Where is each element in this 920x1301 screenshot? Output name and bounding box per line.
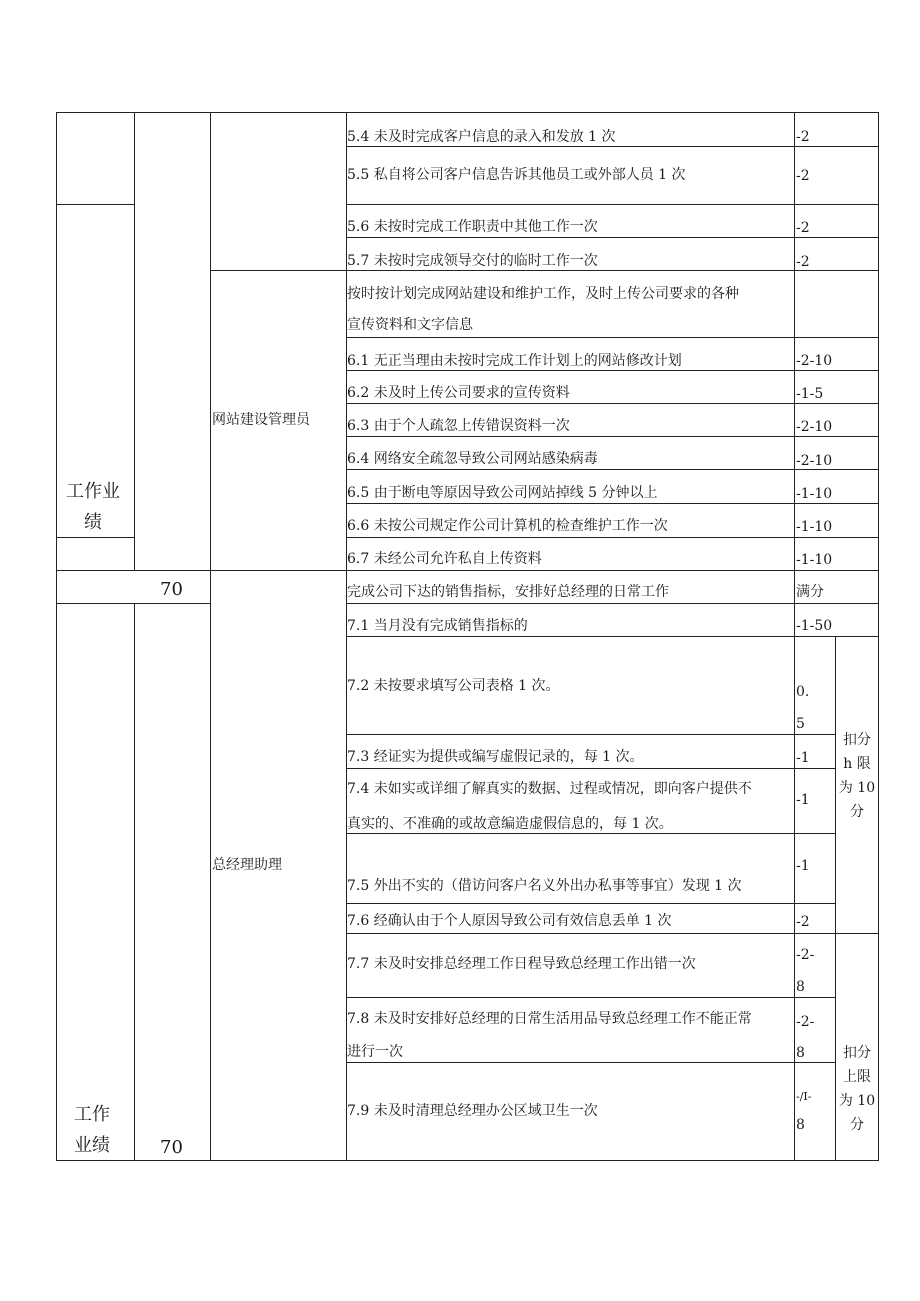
row-score: -2- bbox=[796, 1014, 815, 1030]
role-website-admin: 网站建设管理员 bbox=[212, 412, 310, 428]
rule bbox=[346, 833, 836, 834]
rule bbox=[346, 603, 879, 604]
row-item: 7.1 当月没有完成销售指标的 bbox=[347, 618, 528, 634]
deduction-cap-note-2 bbox=[836, 1041, 878, 1137]
rule bbox=[346, 903, 836, 904]
row-item: 5.7 未按时完成领导交付的临时工作一次 bbox=[347, 253, 598, 269]
rule bbox=[134, 112, 135, 571]
deduction-cap-note-1 bbox=[836, 728, 878, 824]
rule bbox=[794, 112, 795, 1161]
rule bbox=[346, 370, 879, 371]
rule bbox=[346, 469, 879, 470]
rule bbox=[210, 112, 211, 1161]
row-item: 7.7 未及时安排总经理工作日程导致总经理工作出错一次 bbox=[347, 956, 696, 972]
rule bbox=[56, 570, 879, 571]
row-item: 6.2 未及时上传公司要求的宣传资料 bbox=[347, 385, 570, 401]
row-item-continued: 宣传资料和文字信息 bbox=[347, 317, 473, 333]
rule bbox=[346, 436, 879, 437]
row-score: -2- bbox=[796, 947, 815, 963]
rule bbox=[346, 237, 879, 238]
row-score: -2 bbox=[796, 129, 810, 145]
row-item: 7.3 经证实为提供或编写虚假记录的，每 1 次。 bbox=[347, 749, 644, 765]
rule bbox=[346, 636, 879, 637]
rule bbox=[346, 112, 347, 1161]
cap-note-line: 为 10 bbox=[838, 1093, 876, 1109]
row-score: -2-10 bbox=[796, 419, 833, 435]
row-item: 7.9 未及时清理总经理办公区域卫生一次 bbox=[347, 1103, 598, 1119]
row-item: 6.7 未经公司允许私自上传资料 bbox=[347, 551, 542, 567]
cap-note-line: h 限 bbox=[843, 756, 871, 772]
row-item: 6.6 未按公司规定作公司计算机的检查维护工作一次 bbox=[347, 518, 668, 534]
row-score: -1-10 bbox=[796, 486, 833, 502]
row-score: -1 bbox=[796, 750, 810, 766]
score-weight-top: 70 bbox=[160, 579, 183, 600]
row-score: -1-10 bbox=[796, 552, 833, 568]
rule bbox=[56, 112, 879, 113]
row-item: 7.2 未按要求填写公司表格 1 次。 bbox=[347, 678, 560, 694]
rule bbox=[346, 146, 879, 147]
row-item: 5.4 未及时完成客户信息的录入和发放 1 次 bbox=[347, 129, 616, 145]
rule bbox=[346, 337, 879, 338]
rule bbox=[56, 204, 134, 205]
row-item: 按时按计划完成网站建设和维护工作，及时上传公司要求的各种 bbox=[347, 286, 739, 302]
row-item: 7.6 经确认由于个人原因导致公司有效信息丢单 1 次 bbox=[347, 913, 672, 929]
cap-note-line: 上限 bbox=[843, 1069, 871, 1085]
row-item: 5.5 私自将公司客户信息告诉其他员工或外部人员 1 次 bbox=[347, 167, 686, 183]
row-score-continued: 5 bbox=[796, 716, 805, 732]
role-gm-assistant: 总经理助理 bbox=[212, 857, 282, 873]
row-score-continued: 8 bbox=[796, 1117, 805, 1133]
row-score: -/I- bbox=[796, 1090, 812, 1103]
row-score: 满分 bbox=[796, 584, 824, 600]
category-label-top-line2: 绩 bbox=[84, 512, 102, 533]
rule bbox=[346, 997, 836, 998]
row-score: -2 bbox=[796, 254, 810, 270]
row-score: -1-10 bbox=[796, 519, 833, 535]
rule bbox=[346, 734, 836, 735]
rule bbox=[346, 503, 879, 504]
row-score: -2 bbox=[796, 220, 810, 236]
rule bbox=[878, 112, 879, 1161]
row-item: 6.5 由于断电等原因导致公司网站掉线 5 分钟以上 bbox=[347, 485, 658, 501]
row-item: 6.3 由于个人疏忽上传错误资料一次 bbox=[347, 418, 570, 434]
row-item: 5.6 未按时完成工作职责中其他工作一次 bbox=[347, 219, 598, 235]
row-score: -2 bbox=[796, 168, 810, 184]
row-score: -1-50 bbox=[796, 618, 833, 634]
row-item-continued: 真实的、不准确的或故意编造虚假信息的，每 1 次。 bbox=[347, 816, 673, 832]
row-item: 6.4 网络安全疏忽导致公司网站感染病毒 bbox=[347, 451, 598, 467]
row-item: 完成公司下达的销售指标，安排好总经理的日常工作 bbox=[347, 584, 669, 600]
row-score: -2-10 bbox=[796, 353, 833, 369]
cap-note-line: 分 bbox=[850, 804, 864, 820]
row-score: -1 bbox=[796, 792, 810, 808]
score-weight-bottom: 70 bbox=[160, 1137, 183, 1158]
rule bbox=[346, 933, 879, 934]
row-item: 6.1 无正当理由未按时完成工作计划上的网站修改计划 bbox=[347, 353, 682, 369]
rule bbox=[210, 270, 879, 271]
rule bbox=[346, 403, 879, 404]
cap-note-line: 为 10 bbox=[838, 780, 876, 796]
rule bbox=[56, 603, 210, 604]
cap-note-line: 扣分 bbox=[843, 1045, 871, 1061]
row-score: -1-5 bbox=[796, 386, 824, 402]
rule bbox=[56, 112, 57, 1161]
row-score: -1 bbox=[796, 858, 810, 874]
category-label-top-line1: 工作业 bbox=[66, 481, 120, 502]
rule bbox=[346, 768, 836, 769]
row-item: 7.8 未及时安排好总经理的日常生活用品导致总经理工作不能正常 bbox=[347, 1011, 752, 1027]
row-score-continued: 8 bbox=[796, 979, 805, 995]
rule bbox=[134, 603, 135, 1161]
category-label-bottom-line2: 业绩 bbox=[74, 1135, 110, 1156]
cap-note-line: 扣分 bbox=[843, 732, 871, 748]
cap-note-line: 分 bbox=[850, 1117, 864, 1133]
row-item: 7.4 未如实或详细了解真实的数据、过程或情况，即向客户提供不 bbox=[347, 781, 752, 797]
rule bbox=[346, 1062, 836, 1063]
category-label-bottom-line1: 工作 bbox=[74, 1104, 110, 1125]
row-item: 7.5 外出不实的（借访问客户名义外出办私事等事宜）发现 1 次 bbox=[347, 878, 742, 894]
row-score: -2 bbox=[796, 914, 810, 930]
rule bbox=[346, 537, 879, 538]
row-item-continued: 进行一次 bbox=[347, 1044, 403, 1060]
row-score: 0. bbox=[796, 684, 810, 700]
rule bbox=[346, 204, 879, 205]
row-score-continued: 8 bbox=[796, 1045, 805, 1061]
row-score: -2-10 bbox=[796, 453, 833, 469]
